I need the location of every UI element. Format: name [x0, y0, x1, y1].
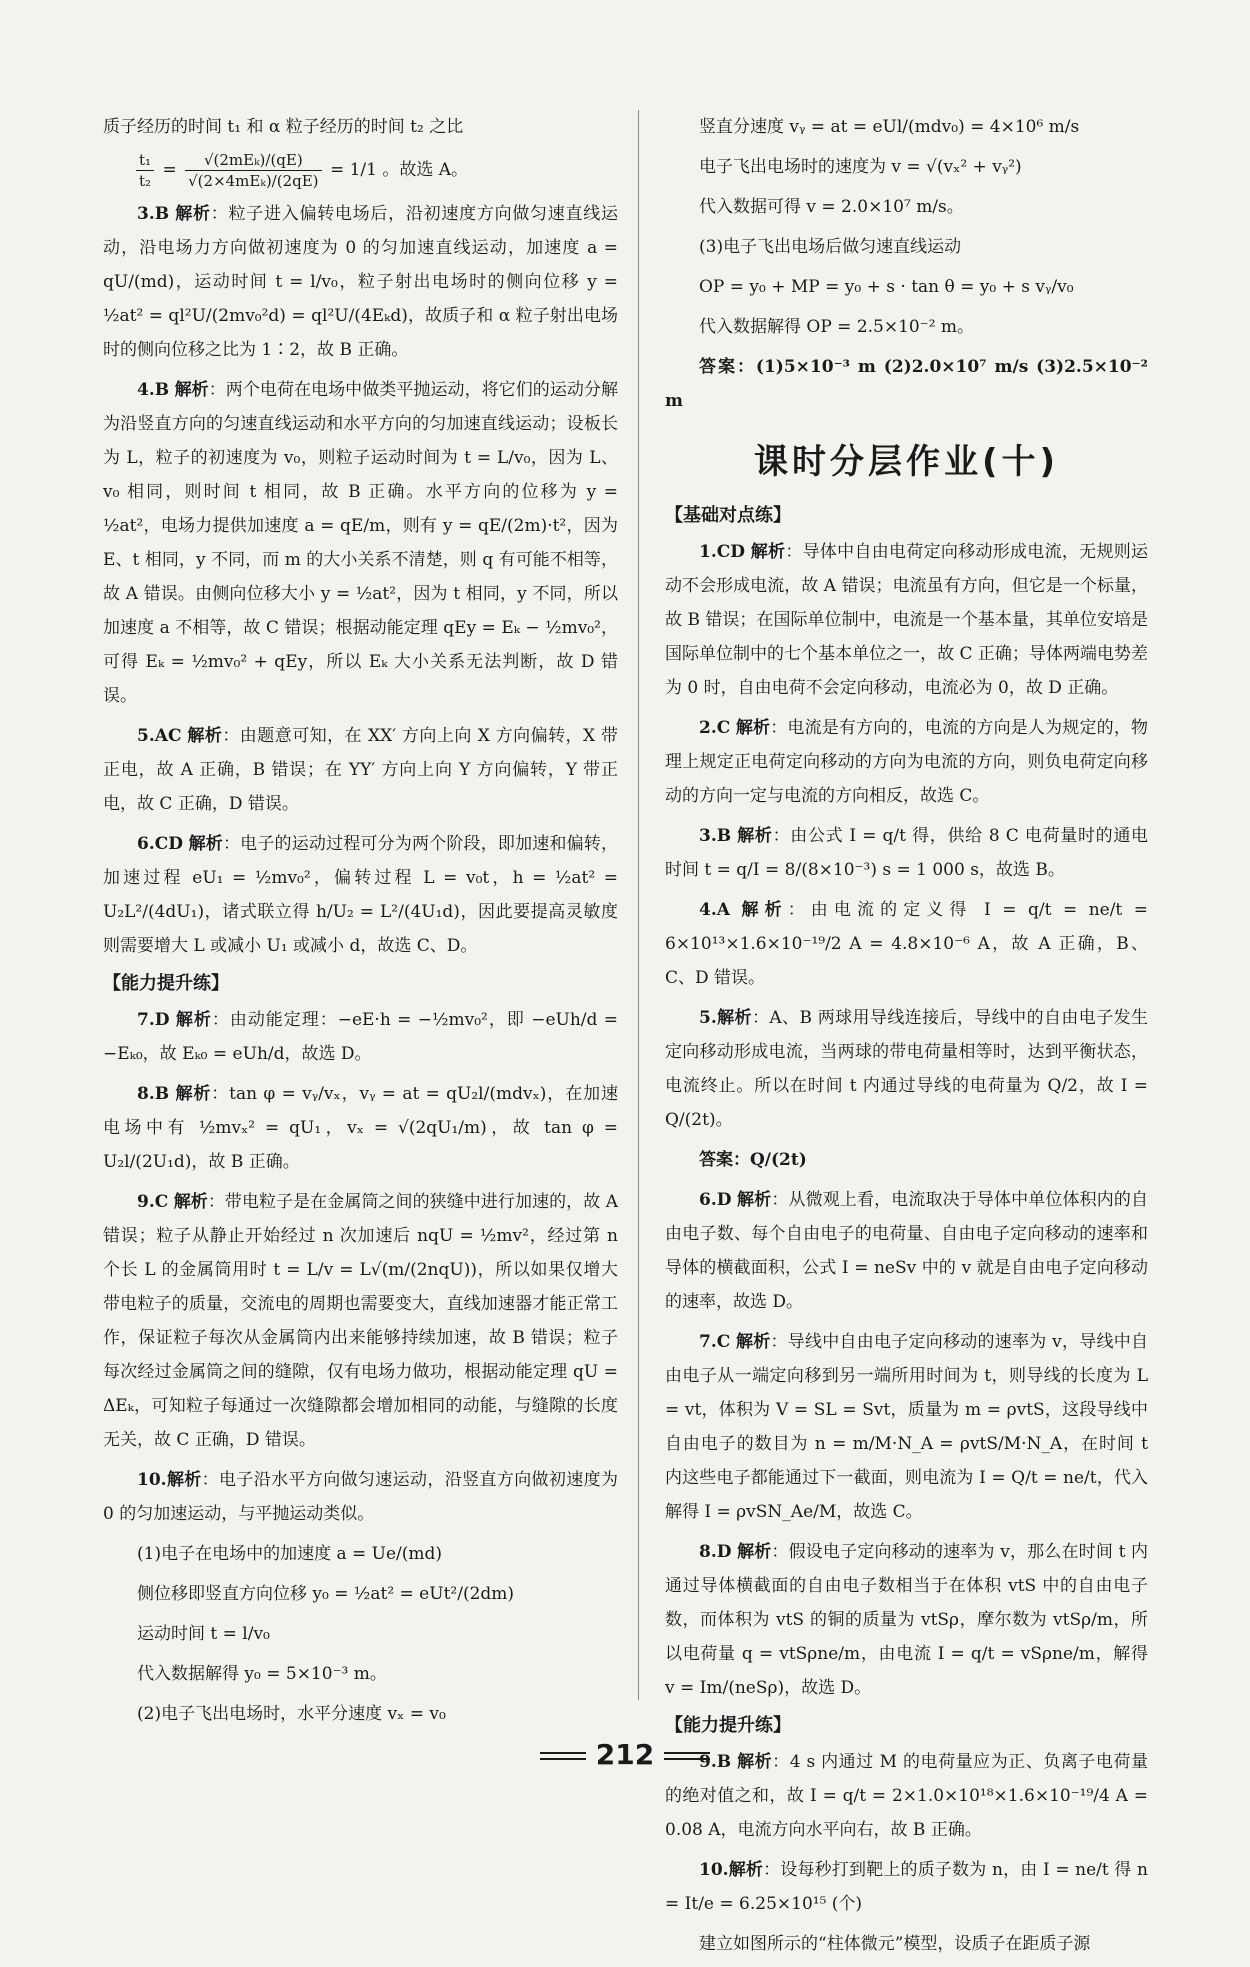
ratio-rhs: $\frac{\text{√(2mEₖ)/(qE)}}{\text{√(2×4mEₖ)/(2qE)}}$	[185, 150, 321, 191]
answer-item: 8.B 解析：tan φ = vᵧ/vₓ，vᵧ = at = qU₂l/(mdvₓ)，在加速电场中有 ½mvₓ² = qU₁，vₓ = √(2qU₁/m)，故 tan φ = U₂l/(2U₁d)，故 B 正确。	[103, 1084, 619, 1172]
answer-item: 5.解析：A、B 两球用导线连接后，导线中的自由电子发生定向移动形成电流，当两球的带电荷量相等时，达到平衡状态，电流终止。所以在时间 t 内通过导线的电荷量为 Q/2，故 I = Q/(2t)。	[665, 1008, 1148, 1130]
solution-line: (2)电子飞出电场时，水平分速度 vₓ = v₀	[137, 1704, 446, 1724]
ratio-formula: $\frac{\text{t₁}}{\text{t₂}}$ = $\frac{\text{√(2mEₖ)/(qE)}}{\text{√(2×4mEₖ)/(2qE)}}$ = 1/1 。故选 A。	[103, 150, 618, 191]
solution-line: (3)电子飞出电场后做匀速直线运动	[699, 237, 962, 257]
page-number: 212	[0, 1738, 1250, 1771]
solution-line: 侧位移即竖直方向位移 y₀ = ½at² = eUt²/(2dm)	[137, 1584, 515, 1604]
item-answer: 答案：Q/(2t)	[699, 1150, 807, 1170]
right-column	[665, 110, 1148, 1967]
intro-line: 质子经历的时间 t₁ 和 α 粒子经历的时间 t₂ 之比	[103, 117, 464, 137]
section-heading: 【能力提升练】	[103, 973, 229, 994]
answer-item: 1.CD 解析：导体中自由电荷定向移动形成电流，无规则运动不会形成电流，故 A 错误；电流虽有方向，但它是一个标量，故 B 错误；在国际单位制中，电流是一个基本量，其单位安培是国际单位制中的七个基本单位之一，故 C 正确；导体两端电势差为 0 时，自由电荷不会定向移动，电流必为 0，故 D 正确。	[665, 542, 1149, 698]
answer-item: 4.A 解析：由电流的定义得 I = q/t = ne/t = 6×10¹³×1.6×10⁻¹⁹/2 A = 4.8×10⁻⁶ A，故 A 正确，B、C、D 错误。	[665, 900, 1149, 988]
answer-item: 4.B 解析：两个电荷在电场中做类平抛运动，将它们的运动分解为沿竖直方向的匀速直线运动和水平方向的匀加速直线运动；设板长为 L，粒子的初速度为 v₀，则粒子运动时间为 t = L/v₀，因为 L、v₀ 相同，则时间 t 相同，故 B 正确。水平方向的位移为 y = ½at²，电场力提供加速度 a = qE/m，则有 y = qE/(2m)·t²，因为 E、t 相同，y 不同，而 m 的大小关系不清楚，则 q 有可能不相等，故 A 错误。由侧向位移大小 y = ½at²，因为 t 相同，y 不同，所以加速度 a 不相等，故 C 错误；根据动能定理 qEy = Eₖ − ½mv₀²，可得 Eₖ = ½mv₀² + qEy，所以 Eₖ 大小关系无法判断，故 D 错误。	[103, 380, 619, 706]
section-heading: 【能力提升练】	[665, 1715, 791, 1736]
answer-item: 3.B 解析：由公式 I = q/t 得，供给 8 C 电荷量时的通电时间 t = q/I = 8/(8×10⁻³) s = 1 000 s，故选 B。	[665, 826, 1148, 880]
left-column	[103, 110, 618, 1737]
section-title: 课时分层作业(十)	[753, 442, 1060, 482]
page-number-rule-right	[664, 1752, 710, 1760]
answer-item: 7.C 解析：导线中自由电子定向移动的速率为 v，导线中自由电子从一端定向移到另一端所用时间为 t，则导线的长度为 L = vt，体积为 V = SL = Svt，质量为 m = ρvtS，这段导线中自由电子的数目为 n = m/M·N_A = ρvtS/M·N_A，在时间 t 内这些电子都能通过下一截面，则电流为 I = Q/t = ne/t，代入解得 I = ρvSN_Ae/M，故选 C。	[665, 1332, 1149, 1522]
answer-item: 6.D 解析：从微观上看，电流取决于导体中单位体积内的自由电子数、每个自由电子的电荷量、自由电子定向移动的速率和导体的横截面积，公式 I = neSv 中的 v 就是自由电子定向移动的速率，故选 D。	[665, 1190, 1149, 1312]
answer-item: 7.D 解析：由动能定理：−eE·h = −½mv₀²，即 −eUh/d = −Eₖ₀，故 Eₖ₀ = eUh/d，故选 D。	[103, 1010, 619, 1064]
solution-line: 竖直分速度 vᵧ = at = eUl/(mdv₀) = 4×10⁶ m/s	[699, 117, 1080, 137]
answer-item: 8.D 解析：假设电子定向移动的速率为 v，那么在时间 t 内通过导体横截面的自由电子数相当于在体积 vtS 中的自由电子数，而体积为 vtS 的铜的质量为 vtSρ，摩尔数为 vtSρ/m，所以电荷量 q = vtSρne/m，由电流 I = q/t = vSρne/m，解得 v = Im/(neSρ)，故选 D。	[665, 1542, 1148, 1698]
solution-line: 代入数据解得 OP = 2.5×10⁻² m。	[699, 317, 975, 337]
answer-item: 6.CD 解析：电子的运动过程可分为两个阶段，即加速和偏转，加速过程 eU₁ = ½mv₀²，偏转过程 L = v₀t，h = ½at² = U₂L²/(4dU₁)，诸式联立得 h/U₂ = L²/(4U₁d)，因此要提高灵敏度则需要增大 L 或减小 U₁ 或减小 d，故选 C、D。	[103, 834, 619, 956]
section-heading: 【基础对点练】	[665, 505, 791, 526]
solution-line: 代入数据可得 v = 2.0×10⁷ m/s。	[699, 197, 964, 217]
answer-item: 2.C 解析：电流是有方向的，电流的方向是人为规定的，物理上规定正电荷定向移动的方向为电流的方向，则负电荷定向移动的方向一定与电流的方向相反，故选 C。	[665, 718, 1149, 806]
solution-line: OP = y₀ + MP = y₀ + s · tan θ = y₀ + s vᵧ/v₀	[699, 277, 1074, 297]
answer-item: 9.C 解析：带电粒子是在金属筒之间的狭缝中进行加速的，故 A 错误；粒子从静止开始经过 n 次加速后 nqU = ½mv²，经过第 n 个长 L 的金属筒用时 t = L/v = L√(m/(2nqU))，所以如果仅增大带电粒子的质量，交流电的周期也需要变大，直线加速器才能正常工作，保证粒子每次从金属筒内出来能够持续加速，故 B 错误；粒子每次经过金属筒之间的缝隙，仅有电场力做功，根据动能定理 qU = ΔEₖ，可知粒子每通过一次缝隙都会增加相同的动能，与缝隙的长度无关，故 C 正确，D 错误。	[103, 1192, 618, 1450]
answer-item: 10.解析：设每秒打到靶上的质子数为 n，由 I = ne/t 得 n = It/e = 6.25×10¹⁵ (个)	[665, 1860, 1148, 1914]
column-divider	[638, 110, 639, 1700]
solution-line: 建立如图所示的“柱体微元”模型，设质子在距质子源	[699, 1934, 1091, 1954]
page-number-rule-left	[540, 1752, 586, 1760]
final-answer: 答案：(1)5×10⁻³ m (2)2.0×10⁷ m/s (3)2.5×10⁻² m	[665, 357, 1148, 411]
solution-line: 代入数据解得 y₀ = 5×10⁻³ m。	[137, 1664, 387, 1684]
solution-line: 运动时间 t = l/v₀	[137, 1624, 270, 1644]
answer-item: 5.AC 解析：由题意可知，在 XX′ 方向上向 X 方向偏转，X 带正电，故 A 正确，B 错误；在 YY′ 方向上向 Y 方向偏转，Y 带正电，故 C 正确，D 错误。	[103, 726, 619, 814]
ratio-lhs: $\frac{\text{t₁}}{\text{t₂}}$	[136, 150, 154, 191]
solution-line: 电子飞出电场时的速度为 v = √(vₓ² + vᵧ²)	[699, 157, 1022, 177]
solution-line: (1)电子在电场中的加速度 a = Ue/(md)	[137, 1544, 443, 1564]
answer-item: 10.解析：电子沿水平方向做匀速运动，沿竖直方向做初速度为 0 的匀加速运动，与平抛运动类似。	[103, 1470, 619, 1524]
answer-item: 9.B 解析：4 s 内通过 M 的电荷量应为正、负离子电荷量的绝对值之和，故 I = q/t = 2×1.0×10¹⁸×1.6×10⁻¹⁹/4 A = 0.08 A，电流方向水平向右，故 B 正确。	[665, 1752, 1149, 1840]
answer-item: 3.B 解析：粒子进入偏转电场后，沿初速度方向做匀速直线运动，沿电场力方向做初速度为 0 的匀加速直线运动，加速度 a = qU/(md)，运动时间 t = l/v₀，粒子射出电场时的侧向位移 y = ½at² = ql²U/(2mv₀²d) = ql²U/(4Eₖd)，故质子和 α 粒子射出电场时的侧向位移之比为 1∶2，故 B 正确。	[103, 204, 619, 360]
